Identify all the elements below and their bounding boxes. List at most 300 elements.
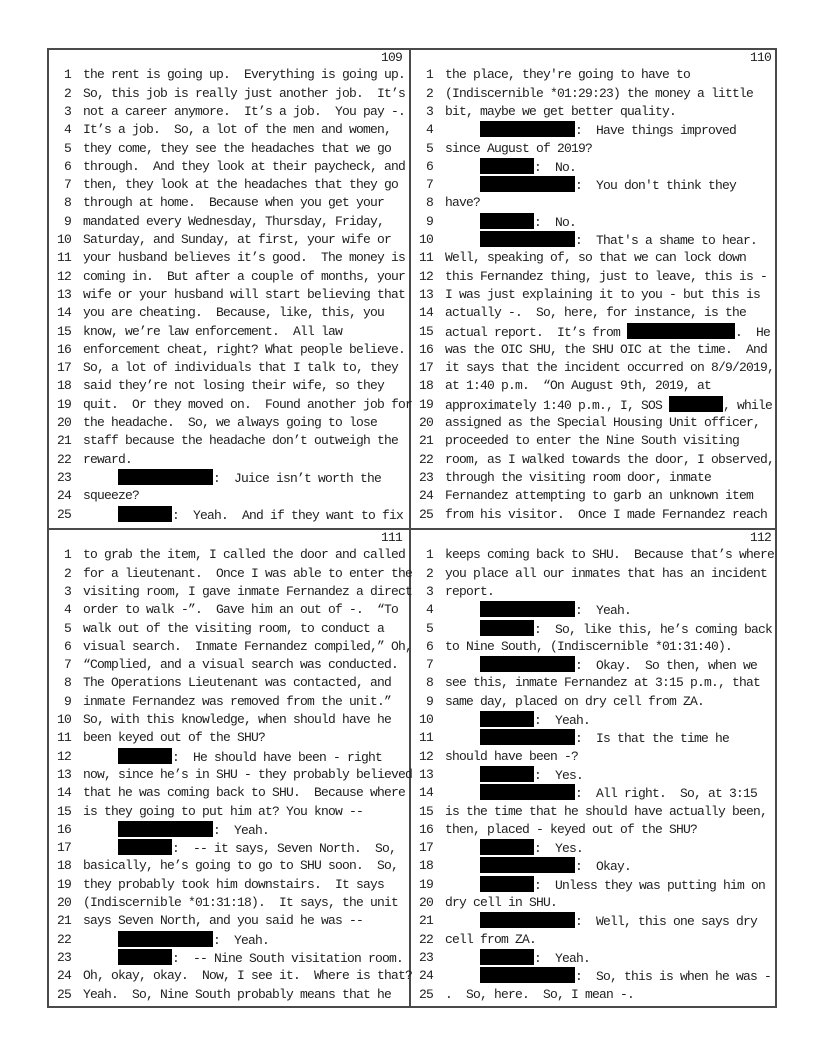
line-text (83, 638, 412, 656)
line-text (445, 711, 590, 730)
line-number: 3 (425, 583, 433, 599)
line-content: So, this job is really just another job. It’s (83, 85, 406, 101)
line-number: 11 (418, 250, 433, 266)
line-content: report. (445, 583, 495, 599)
line-text-before-redaction: approximately 1:40 p.m., I, SOS (445, 397, 670, 413)
redaction-block (480, 857, 575, 873)
line-text-before-redaction (83, 471, 118, 486)
line-content: : Have things improved (575, 123, 737, 139)
line-number: 25 (418, 506, 433, 522)
line-text-before-redaction (445, 914, 480, 929)
line-text (445, 949, 590, 968)
line-text (445, 469, 711, 487)
line-text (445, 213, 576, 232)
line-text (83, 506, 403, 525)
page-number: 109 (380, 50, 402, 65)
line-number: 1 (63, 547, 71, 563)
line-number: 23 (418, 469, 433, 485)
redaction-block (480, 711, 534, 727)
line-content: proceeded to enter the Nine South visiting (445, 433, 740, 449)
line-number: 7 (63, 657, 71, 673)
line-number: 24 (418, 968, 433, 984)
line-number: 1 (425, 547, 433, 563)
line-content: then, placed - keyed out of the SHU? (445, 821, 698, 837)
line-number: 10 (56, 232, 71, 247)
line-text (83, 803, 363, 821)
line-text (83, 66, 405, 84)
line-text-before-redaction (445, 768, 480, 783)
line-content: the place, they're going to have to (445, 67, 691, 83)
line-number: 18 (56, 858, 71, 874)
line-content: : Yeah. (534, 713, 591, 728)
line-text (445, 748, 578, 766)
line-content: cell from ZA. (445, 931, 537, 947)
line-number: 9 (425, 213, 433, 229)
line-text (83, 194, 384, 212)
line-number: 5 (425, 620, 433, 636)
line-text-before-redaction: actual report. It’s from (445, 324, 628, 340)
line-text (83, 546, 405, 564)
line-text (445, 912, 757, 931)
line-number: 1 (425, 67, 433, 83)
line-number: 10 (418, 712, 433, 727)
line-text (83, 894, 398, 912)
line-number: 11 (56, 730, 71, 746)
line-text (83, 85, 405, 103)
line-number: 21 (418, 433, 433, 449)
line-content: your husband believes it’s good. The money is (83, 250, 406, 266)
line-text (83, 967, 412, 985)
line-number: 25 (418, 986, 433, 1002)
line-text (83, 949, 403, 968)
line-number: 4 (425, 122, 433, 138)
line-content: is the time that he should have actually been, (445, 803, 768, 819)
line-number: 6 (63, 158, 71, 174)
line-number: 19 (56, 396, 71, 412)
line-number: 20 (56, 415, 71, 430)
line-content: basically, he’s going to go to SHU soon. So, (83, 858, 399, 874)
line-number: 6 (425, 158, 433, 174)
redaction-block (480, 766, 534, 782)
line-content: walk out of the visiting room, to conduct a (83, 620, 385, 636)
line-text (83, 487, 139, 505)
line-content: : Yeah. (575, 603, 632, 619)
line-content: : -- Nine South visitation room. (172, 950, 404, 966)
line-text (83, 986, 391, 1004)
page-number: 111 (380, 530, 402, 545)
line-text (445, 194, 480, 212)
line-content: the rent is going up. Everything is going up. (83, 67, 406, 83)
line-content: see this, inmate Fernandez at 3:15 p.m., that (445, 675, 761, 691)
redaction-block (118, 506, 172, 522)
line-text (83, 377, 384, 395)
line-text (83, 583, 412, 601)
line-text (445, 286, 760, 304)
line-number: 5 (425, 140, 433, 156)
line-number: 22 (418, 451, 433, 467)
line-number: 20 (56, 895, 71, 910)
line-number: 13 (418, 286, 433, 302)
line-number: 11 (418, 730, 433, 746)
line-number: 17 (418, 360, 433, 376)
redaction-block (669, 396, 723, 412)
line-text (445, 103, 676, 121)
line-text (83, 748, 382, 767)
line-number: 2 (425, 565, 433, 581)
line-number: 7 (63, 177, 71, 193)
line-number: 24 (418, 488, 433, 504)
line-number: 15 (418, 803, 433, 819)
line-number: 20 (418, 895, 433, 910)
line-text-before-redaction (445, 658, 480, 673)
line-content: know, we’re law enforcement. All law (83, 323, 343, 339)
redaction-block (118, 469, 213, 485)
line-text (445, 565, 767, 583)
line-number: 18 (56, 378, 71, 394)
line-content: : Juice isn’t worth the (213, 470, 382, 486)
line-content: squeeze? (83, 488, 140, 504)
line-content: So, a lot of individuals that I talk to, they (83, 360, 399, 376)
line-content: at 1:40 p.m. “On August 9th, 2019, at (445, 378, 712, 394)
line-text (445, 803, 767, 821)
line-content: through the visiting room door, inmate (445, 469, 712, 485)
line-text-before-redaction (445, 215, 480, 230)
line-number: 9 (425, 693, 433, 709)
line-text (445, 546, 774, 564)
line-number: 16 (418, 341, 433, 357)
line-text (83, 821, 269, 840)
line-number: 7 (425, 177, 433, 193)
line-content: actually -. So, here, for instance, is the (445, 305, 747, 321)
line-number: 15 (56, 803, 71, 819)
line-content: “Complied, and a visual search was conducted. (83, 657, 399, 673)
line-text-before-redaction (445, 859, 480, 874)
line-content: bit, maybe we get better quality. (445, 103, 677, 119)
line-content: : Okay. So then, when we (575, 658, 758, 674)
line-text-before-redaction (445, 878, 480, 893)
line-content: inmate Fernandez was removed from the unit.” (83, 693, 392, 709)
line-content: : No. (534, 159, 577, 175)
redaction-block (118, 821, 213, 837)
line-content: keeps coming back to SHU. Because that’s where (445, 547, 775, 563)
line-content: : Yes. (534, 767, 584, 783)
line-content: : That's a shame to hear. (575, 233, 758, 248)
line-content: dry cell in SHU. (445, 895, 558, 910)
line-content: should have been -? (445, 748, 579, 764)
line-number: 2 (425, 85, 433, 101)
line-content: : Is that the time he (575, 731, 730, 747)
line-content: wife or your husband will start believing that (83, 286, 406, 302)
line-text (445, 121, 736, 140)
line-text (83, 304, 384, 322)
line-text (445, 140, 592, 158)
line-content: : He should have been - right (172, 749, 383, 765)
line-text (445, 583, 494, 601)
line-number: 23 (418, 949, 433, 965)
line-number: 25 (56, 506, 71, 522)
line-text (445, 821, 697, 839)
line-content: been keyed out of the SHU? (83, 730, 266, 746)
line-content: assigned as the Special Housing Unit officer, (445, 415, 761, 430)
line-number: 23 (56, 949, 71, 965)
line-content: (Indiscernible *01:29:23) the money a little (445, 85, 754, 101)
line-number: 12 (418, 268, 433, 284)
line-number: 14 (418, 785, 433, 801)
redaction-block (627, 323, 735, 339)
line-number: 14 (56, 785, 71, 801)
line-number: 2 (63, 85, 71, 101)
line-number: 19 (56, 876, 71, 892)
line-text-before-redaction (445, 233, 480, 248)
line-text (445, 674, 760, 692)
line-number: 14 (56, 305, 71, 321)
line-text (83, 103, 405, 121)
line-number: 12 (56, 268, 71, 284)
line-content: same day, placed on dry cell from ZA. (445, 693, 705, 709)
line-number: 15 (56, 323, 71, 339)
line-content: since August of 2019? (445, 140, 593, 156)
redaction-block (480, 839, 534, 855)
line-text-before-redaction (445, 160, 480, 175)
line-number: 22 (56, 451, 71, 467)
redaction-block (480, 601, 575, 617)
line-content: : Well, this one says dry (575, 914, 758, 930)
line-content: : Yeah. And if they want to fix (172, 507, 404, 523)
line-number: 9 (63, 213, 71, 229)
redaction-block (480, 912, 575, 928)
line-text-before-redaction (445, 603, 480, 618)
line-number: 4 (425, 602, 433, 618)
line-number: 3 (63, 103, 71, 119)
line-text-before-redaction (445, 123, 480, 138)
line-number: 4 (63, 122, 71, 138)
line-content: Well, speaking of, so that we can lock down (445, 250, 747, 266)
line-content: It’s a job. So, a lot of the men and women, (83, 122, 392, 138)
line-text (445, 693, 704, 711)
line-text (445, 487, 753, 505)
line-content: : So, this is when he was - (575, 969, 772, 985)
transcript-page-111 (47, 528, 413, 1008)
line-number: 7 (425, 657, 433, 673)
line-text (83, 121, 391, 139)
line-number: 3 (425, 103, 433, 119)
line-number: 5 (63, 140, 71, 156)
line-number: 24 (56, 488, 71, 504)
line-text (445, 967, 771, 986)
line-content: they probably took him downstairs. It says (83, 876, 385, 892)
line-text (445, 85, 753, 103)
line-number: 18 (418, 858, 433, 874)
line-content: quit. Or they moved on. Found another job for (83, 396, 413, 412)
line-content: not a career anymore. It’s a job. You pay -. (83, 103, 406, 119)
line-content: (Indiscernible *01:31:18). It says, the unit (83, 895, 399, 910)
line-number: 22 (418, 931, 433, 947)
line-text (445, 876, 765, 895)
line-text (83, 176, 398, 194)
line-content: : All right. So, at 3:15 (575, 786, 758, 802)
line-content: have? (445, 195, 481, 211)
redaction-block (480, 876, 534, 892)
line-number: 8 (425, 195, 433, 211)
line-text-before-redaction (445, 786, 480, 801)
redaction-block (480, 620, 534, 636)
line-number: 16 (418, 821, 433, 837)
line-content: to grab the item, I called the door and called (83, 547, 406, 563)
line-content: . He (735, 324, 771, 340)
line-number: 9 (63, 693, 71, 709)
line-text (83, 784, 405, 802)
line-text-before-redaction (445, 731, 480, 746)
line-content: : Yes. (534, 841, 584, 857)
line-number: 21 (56, 913, 71, 929)
line-content: through at home. Because when you get your (83, 195, 385, 211)
line-content: : So, like this, he’s coming back (534, 621, 773, 637)
line-number: 10 (56, 712, 71, 727)
line-text (445, 304, 746, 322)
line-text (445, 341, 767, 359)
line-content: says Seven North, and you said he was -- (83, 913, 364, 929)
line-text (445, 986, 634, 1004)
line-content: The Operations Lieutenant was contacted, and (83, 675, 392, 691)
line-number: 23 (56, 469, 71, 485)
line-content: for a lieutenant. Once I was able to enter the (83, 565, 413, 581)
line-text (445, 176, 736, 195)
line-text (83, 158, 405, 176)
line-text (445, 601, 631, 620)
line-text (83, 839, 396, 858)
line-text (83, 729, 265, 747)
line-number: 15 (418, 323, 433, 339)
line-content: then, they look at the headaches that they go (83, 177, 399, 193)
line-number: 8 (425, 675, 433, 691)
line-content: visiting room, I gave inmate Fernandez a direct (83, 583, 413, 599)
line-number: 17 (56, 840, 71, 856)
line-content: : Yeah. (213, 822, 270, 838)
line-text-before-redaction (83, 841, 118, 856)
line-text (83, 249, 405, 267)
line-content: it says that the incident occurred on 8/9/2019, (445, 360, 775, 376)
line-text (445, 268, 767, 286)
redaction-block (118, 839, 172, 855)
line-text (83, 912, 363, 930)
line-content: mandated every Wednesday, Thursday, Friday, (83, 213, 385, 229)
line-text (83, 711, 391, 729)
line-content: Oh, okay, okay. Now, I see it. Where is that? (83, 968, 413, 984)
line-text (83, 432, 398, 450)
line-text (445, 638, 732, 656)
line-text (83, 140, 391, 158)
line-number: 8 (63, 675, 71, 691)
line-number: 1 (63, 67, 71, 83)
line-number: 16 (56, 821, 71, 837)
line-number: 16 (56, 341, 71, 357)
line-number: 13 (418, 766, 433, 782)
line-text (445, 857, 631, 876)
line-number: 12 (56, 748, 71, 764)
line-content: room, as I walked towards the door, I observed, (445, 451, 775, 467)
line-number: 24 (56, 968, 71, 984)
line-text (445, 249, 746, 267)
line-content: you place all our inmates that has an incident (445, 565, 768, 581)
line-text (83, 766, 412, 784)
line-text (445, 506, 767, 524)
line-number: 17 (56, 360, 71, 376)
line-content: Yeah. So, Nine South probably means that he (83, 986, 392, 1002)
line-text (83, 323, 342, 341)
line-text (83, 451, 132, 469)
redaction-block (480, 213, 534, 229)
line-content: was the OIC SHU, the SHU OIC at the time. And (445, 341, 768, 357)
redaction-block (480, 231, 575, 247)
redaction-block (480, 656, 575, 672)
line-text (445, 620, 772, 639)
line-number: 4 (63, 602, 71, 618)
line-text (83, 620, 384, 638)
line-text-before-redaction (445, 622, 480, 637)
line-content: So, with this knowledge, when should have he (83, 712, 392, 727)
line-text (83, 565, 412, 583)
redaction-block (480, 967, 575, 983)
line-text (83, 213, 384, 231)
line-text (83, 469, 381, 488)
line-content: I was just explaining it to you - but this is (445, 286, 761, 302)
line-text (445, 894, 557, 912)
line-content: coming in. But after a couple of months, your (83, 268, 406, 284)
line-number: 6 (63, 638, 71, 654)
line-text (83, 286, 405, 304)
line-text (445, 359, 774, 377)
redaction-block (480, 949, 534, 965)
line-text (445, 451, 774, 469)
line-content: through. And they look at their paycheck, and (83, 158, 406, 174)
line-number: 25 (56, 986, 71, 1002)
line-content: , while (723, 397, 773, 413)
line-content: the headache. So, we always going to lose (83, 415, 378, 430)
line-text (83, 876, 384, 894)
line-content: Saturday, and Sunday, at first, your wife or (83, 232, 392, 247)
line-text-before-redaction (83, 508, 118, 523)
page-number: 112 (749, 530, 771, 545)
line-text (83, 359, 398, 377)
line-number: 6 (425, 638, 433, 654)
line-text (445, 323, 770, 342)
line-text (445, 158, 576, 177)
line-content: : -- it says, Seven North. So, (172, 841, 397, 857)
line-text (83, 931, 269, 950)
line-text-before-redaction (83, 933, 118, 948)
line-text (445, 784, 757, 803)
transcript-page-112 (408, 528, 777, 1008)
line-content: from his visitor. Once I made Fernandez reach (445, 506, 768, 522)
line-text (83, 396, 412, 414)
line-text (445, 414, 760, 432)
line-text (83, 674, 391, 692)
line-text (83, 656, 398, 674)
line-content: to Nine South, (Indiscernible *01:31:40). (445, 638, 733, 654)
line-text (445, 766, 583, 785)
redaction-block (480, 729, 575, 745)
line-content: reward. (83, 451, 133, 467)
line-number: 5 (63, 620, 71, 636)
line-content: : Yeah. (213, 932, 270, 948)
line-content: : Yeah. (534, 950, 591, 966)
line-content: : You don't think they (575, 178, 737, 194)
redaction-block (480, 158, 534, 174)
line-content: visual search. Inmate Fernandez compiled,” Oh, (83, 638, 413, 654)
line-text (83, 857, 398, 875)
line-text (83, 693, 391, 711)
line-text (445, 432, 739, 450)
